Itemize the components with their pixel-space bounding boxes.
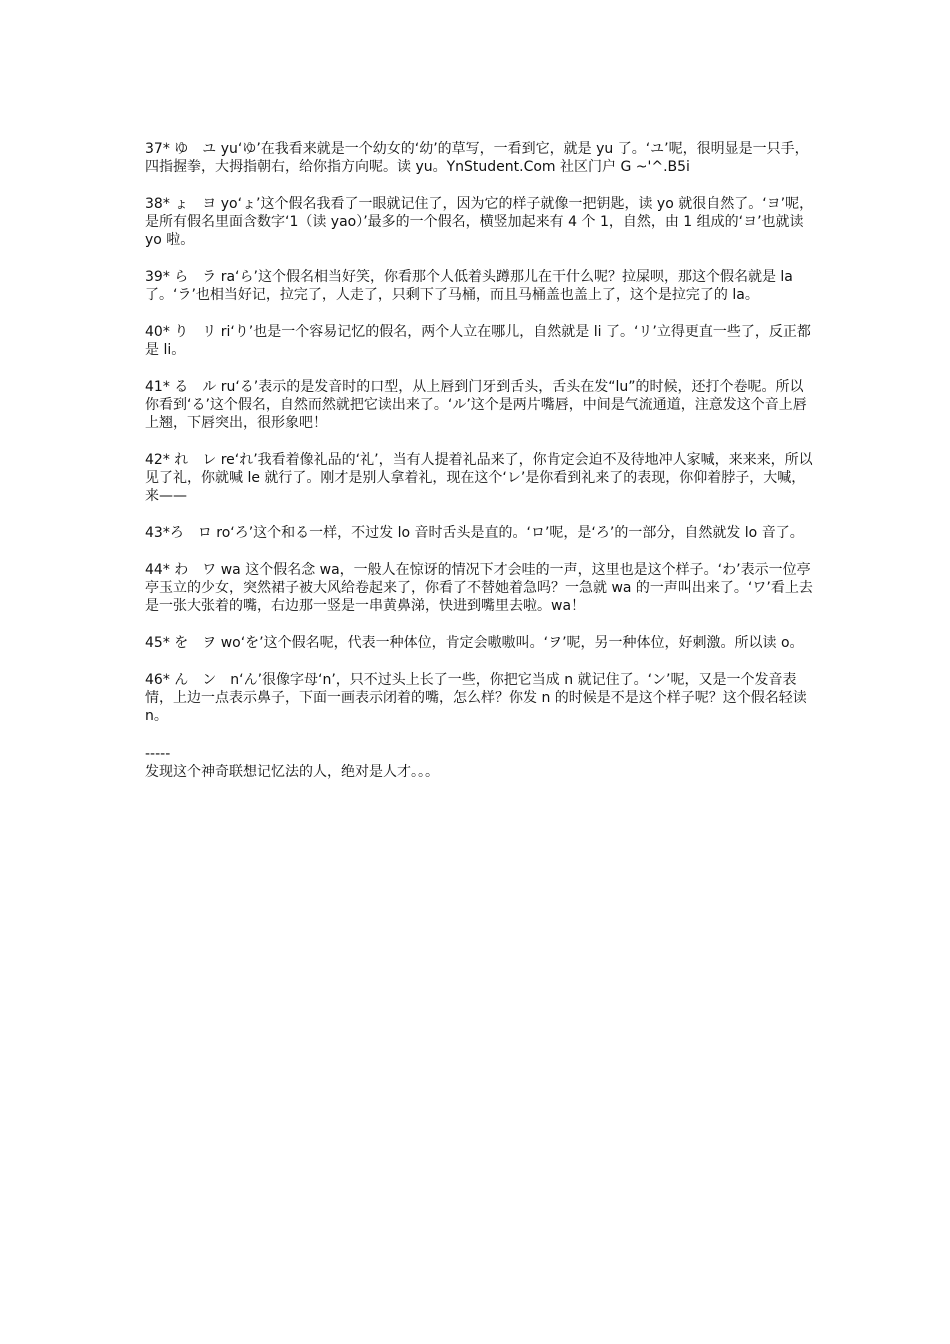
kana-entry-43: 43*ろ ロ ro‘ろ’这个和る一样，不过发 lo 音时舌头是直的。‘ロ’呢，是‘ろ’的一部分，自然就发 lo 音了。 bbox=[145, 525, 804, 541]
kana-entry-45: 45* を ヲ wo‘を’这个假名呢，代表一种体位，肯定会嗷嗷叫。‘ヲ’呢，另一种体位，好刺激。所以读 o。 bbox=[145, 635, 804, 651]
divider-line: ----- bbox=[145, 746, 171, 762]
kana-entry-40: 40* り リ ri‘り’也是一个容易记忆的假名，两个人立在哪儿，自然就是 li 了。‘リ’立得更直一些了，反正都是 li。 bbox=[145, 324, 811, 358]
closing-remark: 发现这个神奇联想记忆法的人，绝对是人才。。。 bbox=[145, 764, 439, 780]
kana-entry-39: 39* ら ラ ra‘ら’这个假名相当好笑，你看那个人低着头蹲那儿在干什么呢？拉屎呗，那这个假名就是 la 了。‘ラ’也相当好记，拉完了，人走了，只剩下了马桶，而且马桶盖也盖上了，这个是拉完了的 la。 bbox=[145, 269, 793, 303]
kana-entry-42: 42* れ レ re‘れ’我看着像礼品的‘礼’，当有人提着礼品来了，你肯定会迫不及待地冲人家喊，来来来，所以见了礼，你就喊 le 就行了。刚才是别人拿着礼，现在这个‘レ’是你看到礼来了的表现，你仰着脖子，大喊，来—— bbox=[145, 452, 813, 504]
kana-entry-38: 38* ょ ヨ yo‘ょ’这个假名我看了一眼就记住了，因为它的样子就像一把钥匙，读 yo 就很自然了。‘ヨ’呢，是所有假名里面含数字‘1（读 yao）’最多的一个假名，横竖加起来有 4 个 1，自然，由 1 组成的‘ヨ’也就读 yo 啦。 bbox=[145, 196, 814, 248]
kana-entry-44: 44* わ ワ wa 这个假名念 wa，一般人在惊讶的情况下才会哇的一声，这里也是这个样子。‘わ’表示一位亭亭玉立的少女，突然裙子被大风给卷起来了，你看了不替她着急吗？一急就 wa 的一声叫出来了。‘ワ’看上去是一张大张着的嘴，右边那一竖是一串黄鼻涕，快进到嘴里去啦。wa！ bbox=[145, 562, 813, 614]
kana-entry-46: 46* ん ン n‘ん’很像字母‘n’，只不过头上长了一些，你把它当成 n 就记住了。‘ン’呢，又是一个发音表情，上边一点表示鼻子，下面一画表示闭着的嘴，怎么样？你发 n 的时候是不是这个样子呢？这个假名轻读 n。 bbox=[145, 672, 807, 724]
kana-entry-41: 41* る ル ru‘る’表示的是发音时的口型，从上唇到门牙到舌头，舌头在发“lu”的时候，还打个卷呢。所以你看到‘る’这个假名，自然而然就把它读出来了。‘ル’这个是两片嘴唇，中间是气流通道，注意发这个音上唇上翘，下唇突出，很形象吧！ bbox=[145, 379, 807, 431]
document-body bbox=[145, 140, 815, 781]
kana-entry-37: 37* ゆ ユ yu‘ゆ’在我看来就是一个幼女的‘幼’的草写，一看到它，就是 yu 了。‘ユ’呢，很明显是一只手，四指握拳，大拇指朝右，给你指方向呢。读 yu。YnStudent.Com 社区门户 G ~'^.B5i bbox=[145, 141, 809, 175]
